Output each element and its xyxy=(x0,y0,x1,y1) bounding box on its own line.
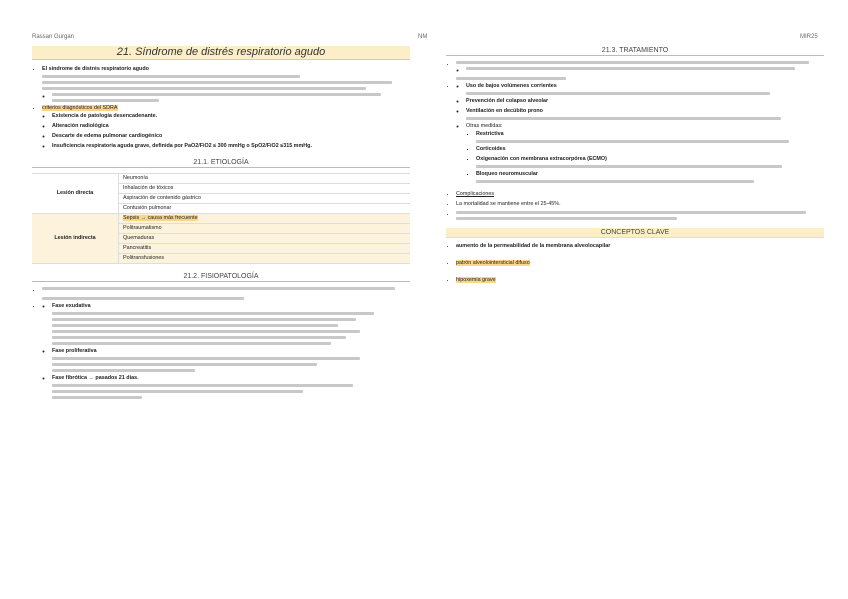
indirect-item: Quemaduras xyxy=(119,234,411,244)
left-column xyxy=(32,46,410,402)
etiology-table xyxy=(32,173,410,264)
intro-bold: El síndrome de distrés respiratorio agudo xyxy=(42,66,149,72)
intro-paragraph xyxy=(42,66,410,102)
indirect-item: Politraumatismo xyxy=(119,224,411,234)
header-center: NM xyxy=(418,34,428,40)
right-column xyxy=(446,46,824,287)
conceptos-list xyxy=(446,243,824,284)
fase-fibrotica: Fase fibrótica → pasados 21 días. xyxy=(52,375,139,381)
concepto-2: patrón alveolointersticial difuso xyxy=(456,260,530,266)
criterio-3: Descarte de edema pulmonar cardiogénico xyxy=(52,133,163,139)
concepto-1: aumento de la permeabilidad de la membrana alveolocapilar xyxy=(456,243,611,249)
criterios-label: criterios diagnósticos del SDRA xyxy=(42,105,118,111)
otras-item: Restrictiva xyxy=(476,131,504,137)
direct-item: Contusión pulmonar xyxy=(119,204,411,214)
fase-proliferativa: Fase proliferativa xyxy=(52,348,97,354)
fase-exudativa: Fase exudativa xyxy=(52,303,91,309)
criterio-4: Insuficiencia respiratoria aguda grave, definida por PaO2/FiO2 ≤ 300 mmHg o SpO2/FiO2 ≤315 mmHg. xyxy=(52,143,312,149)
direct-item: Neumonía xyxy=(119,174,411,184)
etiology-title: 21.1. ETIOLOGÍA xyxy=(32,158,410,168)
treatment-title: 21.3. TRATAMIENTO xyxy=(446,46,824,56)
otras-item: Corticoides xyxy=(476,146,506,152)
header-author: Rassan Gurgan xyxy=(32,34,75,40)
otras-item: Oxigenación con membrana extracorpórea (ECMO) xyxy=(476,156,607,162)
criterio-1: Existencia de patología desencadenante. xyxy=(52,113,158,119)
indirect-label: Lesión indirecta xyxy=(32,214,119,264)
direct-item: Aspiración de contenido gástrico xyxy=(119,194,411,204)
concepto-3: hipoxemia grave xyxy=(456,277,496,283)
chapter-title: 21. Síndrome de distrés respiratorio agudo xyxy=(32,46,410,60)
header-right: MIR25 xyxy=(800,34,818,40)
conceptos-title: CONCEPTOS CLAVE xyxy=(446,228,824,238)
complicaciones-label: Complicaciones xyxy=(456,191,495,197)
otras-item: Bloqueo neuromuscular xyxy=(476,171,539,177)
direct-label: Lesión directa xyxy=(32,174,119,214)
criterio-2: Alteración radiológica xyxy=(52,123,109,129)
indirect-item-sepsis: Sepsis → causa más frecuente xyxy=(123,215,198,221)
treatment-list xyxy=(446,61,824,220)
fisio-list xyxy=(32,287,410,399)
treatment-item: Otras medidas: xyxy=(466,123,503,129)
treatment-item: Prevención del colapso alveolar xyxy=(466,98,549,104)
indirect-item: Politransfusiones xyxy=(119,254,411,264)
criterios-item xyxy=(42,105,410,150)
treatment-item: Ventilación en decúbito prono xyxy=(466,108,543,114)
treatment-item: Uso de bajos volúmenes corrientes xyxy=(466,83,557,89)
mortalidad: • La mortalidad se mantiene entre el 25-45%. xyxy=(456,201,824,208)
fisio-title: 21.2. FISIOPATOLOGÍA xyxy=(32,272,410,282)
intro-list xyxy=(32,66,410,150)
indirect-item: Pancreatitis xyxy=(119,244,411,254)
direct-item: Inhalación de tóxicos xyxy=(119,184,411,194)
